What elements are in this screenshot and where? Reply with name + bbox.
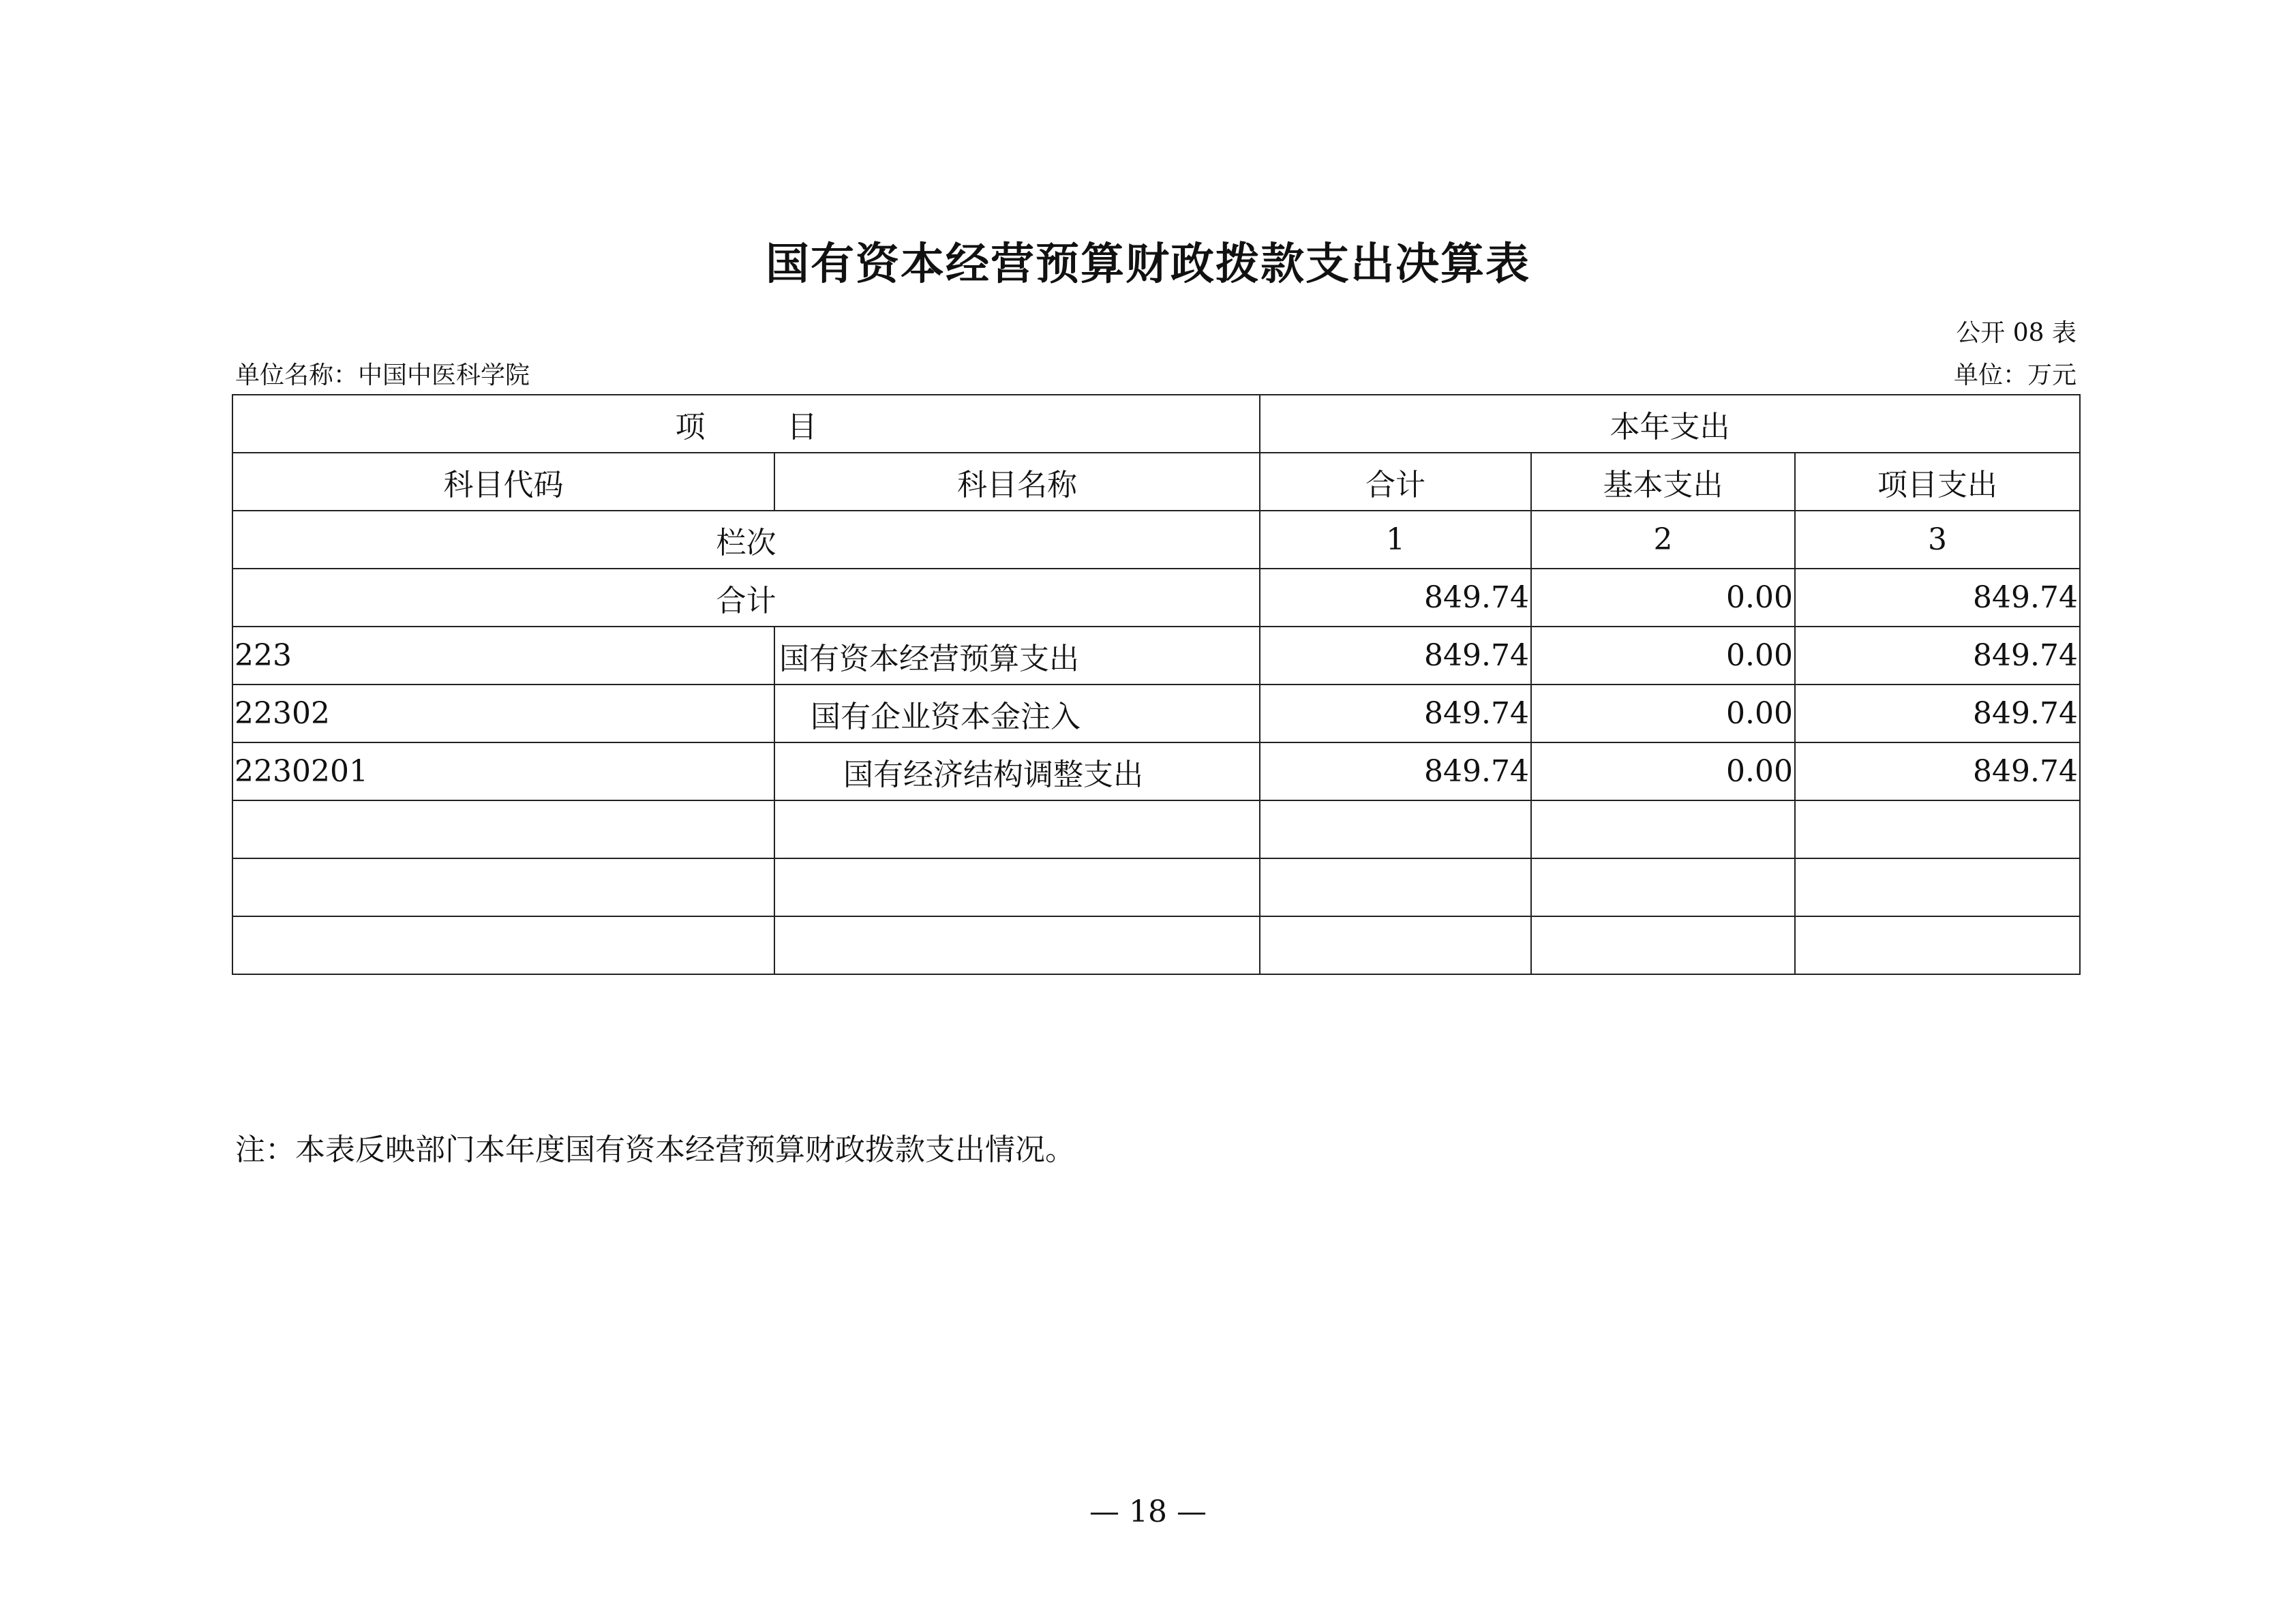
column-label: 栏次	[232, 511, 1260, 569]
row-total: 849.74	[1260, 742, 1531, 800]
row-code: 22302	[232, 685, 774, 742]
header-project	[232, 395, 1260, 453]
empty-cell	[1531, 858, 1795, 916]
empty-cell	[774, 916, 1260, 974]
header-current-year: 本年支出	[1260, 395, 2080, 453]
row-project: 849.74	[1795, 685, 2080, 742]
row-name: 国有资本经营预算支出	[774, 627, 1260, 685]
empty-cell	[774, 800, 1260, 858]
column-2: 2	[1531, 511, 1795, 569]
empty-cell	[774, 858, 1260, 916]
empty-cell	[1795, 800, 2080, 858]
table-row	[232, 627, 2080, 685]
empty-cell	[1795, 858, 2080, 916]
header-project-a: 项	[675, 409, 706, 445]
total-row	[232, 569, 2080, 627]
row-name: 国有企业资本金注入	[774, 685, 1260, 742]
unit-name: 单位名称：中国中医科学院	[235, 361, 530, 389]
row-basic: 0.00	[1531, 685, 1795, 742]
header-name: 科目名称	[774, 453, 1260, 511]
empty-cell	[1260, 916, 1531, 974]
empty-cell	[1260, 800, 1531, 858]
header-basic: 基本支出	[1531, 453, 1795, 511]
total-total: 849.74	[1260, 569, 1531, 627]
currency-unit: 单位：万元	[1953, 361, 2076, 389]
total-project: 849.74	[1795, 569, 2080, 627]
form-number: 公开 08 表	[1956, 319, 2076, 347]
table-row	[232, 742, 2080, 800]
empty-row	[232, 858, 2080, 916]
column-1: 1	[1260, 511, 1531, 569]
row-name: 国有经济结构调整支出	[774, 742, 1260, 800]
row-project: 849.74	[1795, 742, 2080, 800]
table-row	[232, 685, 2080, 742]
row-code: 2230201	[232, 742, 774, 800]
header-row-1	[232, 395, 2080, 453]
header-total: 合计	[1260, 453, 1531, 511]
empty-cell	[232, 800, 774, 858]
row-basic: 0.00	[1531, 627, 1795, 685]
header-row-2	[232, 453, 2080, 511]
empty-cell	[1795, 916, 2080, 974]
page-title: 国有资本经营预算财政拨款支出决算表	[766, 239, 1530, 290]
row-code: 223	[232, 627, 774, 685]
empty-cell	[232, 916, 774, 974]
empty-cell	[1260, 858, 1531, 916]
column-3: 3	[1795, 511, 2080, 569]
row-basic: 0.00	[1531, 742, 1795, 800]
page-number: — 18 —	[1089, 1494, 1207, 1529]
empty-cell	[1531, 800, 1795, 858]
header-project-b: 目	[787, 409, 817, 445]
empty-row	[232, 800, 2080, 858]
budget-table	[232, 394, 2081, 975]
row-total: 849.74	[1260, 685, 1531, 742]
total-basic: 0.00	[1531, 569, 1795, 627]
table-note: 注：本表反映部门本年度国有资本经营预算财政拨款支出情况。	[235, 1132, 1075, 1167]
empty-row	[232, 916, 2080, 974]
column-number-row	[232, 511, 2080, 569]
empty-cell	[1531, 916, 1795, 974]
row-project: 849.74	[1795, 627, 2080, 685]
header-code: 科目代码	[232, 453, 774, 511]
empty-cell	[232, 858, 774, 916]
row-total: 849.74	[1260, 627, 1531, 685]
header-project-expense: 项目支出	[1795, 453, 2080, 511]
total-label: 合计	[232, 569, 1260, 627]
